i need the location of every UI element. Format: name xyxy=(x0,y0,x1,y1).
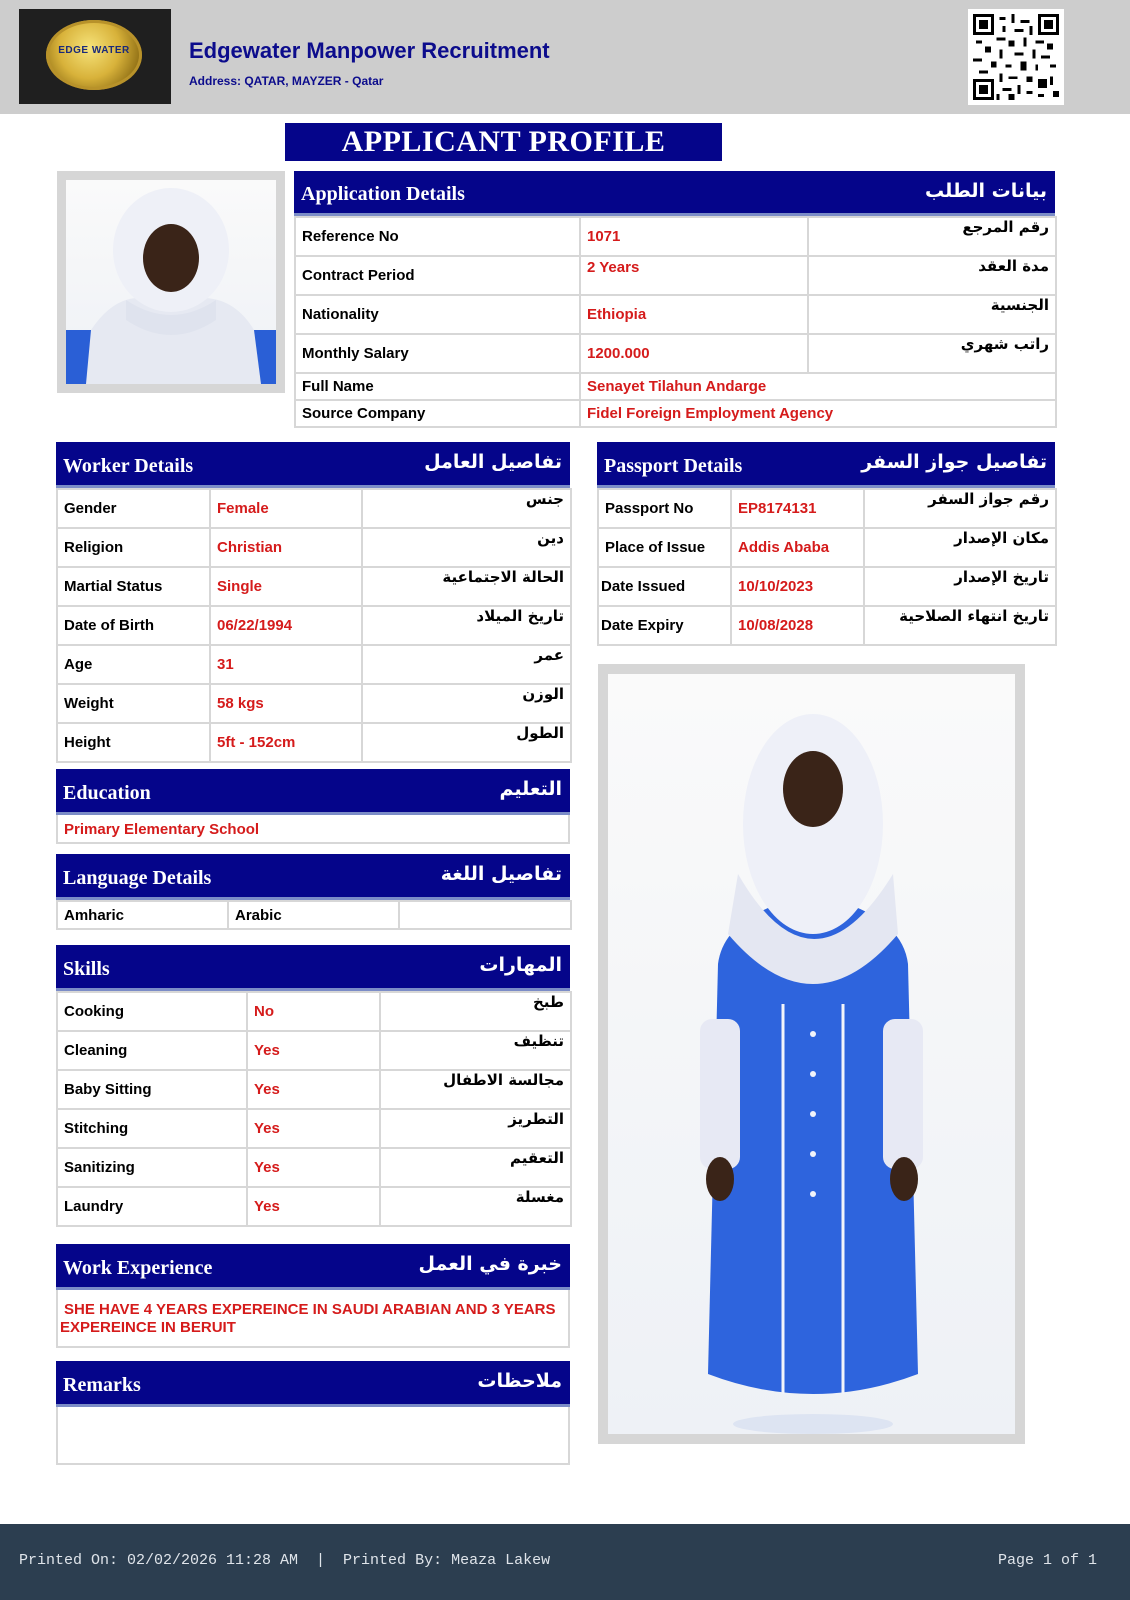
monthly-salary-label-ar: راتب شهري xyxy=(808,334,1056,373)
worker-details-title: Worker Details xyxy=(63,455,194,477)
reference-no-value: 1071 xyxy=(580,217,808,256)
table-row xyxy=(295,217,1056,256)
applicant-full-body-icon xyxy=(608,674,1015,1434)
place-of-issue-label: Place of Issue xyxy=(598,528,731,567)
skill-cooking-label-ar: طبخ xyxy=(380,992,571,1031)
weight-value: 58 kgs xyxy=(210,684,362,723)
remarks-title-ar: ملاحظات xyxy=(477,1370,562,1392)
skill-laundry-label-ar: مغسلة xyxy=(380,1187,571,1226)
table-row xyxy=(295,400,1056,427)
language-table xyxy=(56,900,572,930)
date-issued-label: Date Issued xyxy=(598,567,731,606)
applicant-photo-full xyxy=(598,664,1025,1444)
remarks-text xyxy=(56,1407,570,1465)
martial-status-label-ar: الحالة الاجتماعية xyxy=(362,567,571,606)
language-details-header xyxy=(56,854,570,900)
education-value: Primary Elementary School xyxy=(56,815,570,844)
work-experience-title: Work Experience xyxy=(63,1257,213,1279)
applicant-portrait-icon xyxy=(66,180,276,384)
work-experience-title-ar: خبرة في العمل xyxy=(418,1253,562,1275)
work-experience-header xyxy=(56,1244,570,1290)
date-expiry-label: Date Expiry xyxy=(598,606,731,645)
date-of-birth-label: Date of Birth xyxy=(57,606,210,645)
company-logo xyxy=(19,9,171,104)
passport-details-table xyxy=(597,488,1057,646)
table-row xyxy=(57,1187,571,1226)
table-row xyxy=(57,901,571,929)
reference-no-label-ar: رقم المرجع xyxy=(808,217,1056,256)
martial-status-label: Martial Status xyxy=(57,567,210,606)
language-item: Amharic xyxy=(57,901,228,929)
skill-cooking-label: Cooking xyxy=(57,992,247,1031)
worker-details-table xyxy=(56,488,572,763)
date-issued-value: 10/10/2023 xyxy=(731,567,864,606)
table-row xyxy=(295,295,1056,334)
passport-details-title: Passport Details xyxy=(604,455,743,477)
passport-no-label-ar: رقم جواز السفر xyxy=(864,489,1056,528)
passport-no-label: Passport No xyxy=(598,489,731,528)
date-issued-label-ar: تاريخ الإصدار xyxy=(864,567,1056,606)
table-row xyxy=(295,256,1056,295)
page-number: Page 1 of 1 xyxy=(997,1552,1097,1569)
contract-period-label: Contract Period xyxy=(295,256,580,295)
table-row xyxy=(57,1148,571,1187)
weight-label-ar: الوزن xyxy=(362,684,571,723)
source-company-label: Source Company xyxy=(295,400,580,427)
skill-baby-sitting-label-ar: مجالسة الاطفال xyxy=(380,1070,571,1109)
worker-details-title-ar: تفاصيل العامل xyxy=(424,451,562,473)
passport-details-title-ar: تفاصيل جواز السفر xyxy=(861,451,1047,473)
nationality-label-ar: الجنسية xyxy=(808,295,1056,334)
age-value: 31 xyxy=(210,645,362,684)
table-row xyxy=(57,489,571,528)
language-item xyxy=(399,901,571,929)
table-row xyxy=(598,606,1056,645)
skill-sanitizing-value: Yes xyxy=(247,1148,380,1187)
skill-sanitizing-label: Sanitizing xyxy=(57,1148,247,1187)
full-name-label: Full Name xyxy=(295,373,580,400)
page-title: APPLICANT PROFILE xyxy=(285,123,722,161)
skills-title: Skills xyxy=(63,958,110,980)
skills-header xyxy=(56,945,570,991)
date-of-birth-label-ar: تاريخ الميلاد xyxy=(362,606,571,645)
full-name-value: Senayet Tilahun Andarge xyxy=(580,373,1056,400)
remarks-title: Remarks xyxy=(63,1374,141,1396)
height-label: Height xyxy=(57,723,210,762)
religion-label: Religion xyxy=(57,528,210,567)
date-expiry-value: 10/08/2028 xyxy=(731,606,864,645)
skill-baby-sitting-value: Yes xyxy=(247,1070,380,1109)
gender-label-ar: جنس xyxy=(362,489,571,528)
language-details-title: Language Details xyxy=(63,867,212,889)
table-row xyxy=(57,567,571,606)
skill-stitching-label-ar: التطريز xyxy=(380,1109,571,1148)
table-row xyxy=(57,1109,571,1148)
martial-status-value: Single xyxy=(210,567,362,606)
source-company-value: Fidel Foreign Employment Agency xyxy=(580,400,1056,427)
language-item: Arabic xyxy=(228,901,399,929)
table-row xyxy=(295,334,1056,373)
qr-code-icon xyxy=(968,9,1064,105)
table-row xyxy=(295,373,1056,400)
place-of-issue-label-ar: مكان الإصدار xyxy=(864,528,1056,567)
passport-no-value: EP8174131 xyxy=(731,489,864,528)
work-experience-line: EXPEREINCE IN BERUIT xyxy=(60,1319,236,1336)
remarks-header xyxy=(56,1361,570,1407)
reference-no-label: Reference No xyxy=(295,217,580,256)
contract-period-label-ar: مدة العقد xyxy=(808,256,1056,295)
table-row xyxy=(57,528,571,567)
print-info: Printed On: 02/02/2026 11:28 AM | Printed By: Meaza Lakew xyxy=(19,1552,551,1569)
logo-text: EDGE WATER xyxy=(58,45,130,56)
skill-stitching-value: Yes xyxy=(247,1109,380,1148)
gender-value: Female xyxy=(210,489,362,528)
skill-laundry-label: Laundry xyxy=(57,1187,247,1226)
skill-laundry-value: Yes xyxy=(247,1187,380,1226)
nationality-label: Nationality xyxy=(295,295,580,334)
table-row xyxy=(57,645,571,684)
skill-stitching-label: Stitching xyxy=(57,1109,247,1148)
education-header xyxy=(56,769,570,815)
nationality-value: Ethiopia xyxy=(580,295,808,334)
table-row xyxy=(57,1070,571,1109)
place-of-issue-value: Addis Ababa xyxy=(731,528,864,567)
monthly-salary-value: 1200.000 xyxy=(580,334,808,373)
company-name: Edgewater Manpower Recruitment xyxy=(189,38,550,63)
table-row xyxy=(598,567,1056,606)
application-details-table xyxy=(294,216,1057,428)
table-row xyxy=(57,992,571,1031)
application-details-header xyxy=(294,171,1055,216)
table-row xyxy=(57,606,571,645)
education-title-ar: التعليم xyxy=(499,778,562,800)
education-title: Education xyxy=(63,782,151,804)
language-details-title-ar: تفاصيل اللغة xyxy=(440,863,562,885)
skill-baby-sitting-label: Baby Sitting xyxy=(57,1070,247,1109)
skill-cleaning-label: Cleaning xyxy=(57,1031,247,1070)
worker-details-header xyxy=(56,442,570,488)
company-address: Address: QATAR, MAYZER - Qatar xyxy=(189,74,384,88)
skill-sanitizing-label-ar: التعقيم xyxy=(380,1148,571,1187)
date-of-birth-value: 06/22/1994 xyxy=(210,606,362,645)
application-details-title-ar: بيانات الطلب xyxy=(924,180,1047,202)
skill-cleaning-label-ar: تنظيف xyxy=(380,1031,571,1070)
skills-title-ar: المهارات xyxy=(479,954,562,976)
applicant-photo-small xyxy=(57,171,285,393)
monthly-salary-label: Monthly Salary xyxy=(295,334,580,373)
table-row xyxy=(57,723,571,762)
weight-label: Weight xyxy=(57,684,210,723)
table-row xyxy=(57,684,571,723)
religion-value: Christian xyxy=(210,528,362,567)
height-value: 5ft - 152cm xyxy=(210,723,362,762)
age-label-ar: عمر xyxy=(362,645,571,684)
passport-details-header xyxy=(597,442,1055,488)
table-row xyxy=(598,528,1056,567)
work-experience-line: SHE HAVE 4 YEARS EXPEREINCE IN SAUDI ARABIAN AND 3 YEARS xyxy=(64,1301,556,1318)
work-experience-text xyxy=(56,1290,570,1348)
skills-table xyxy=(56,991,572,1227)
date-expiry-label-ar: تاريخ انتهاء الصلاحية xyxy=(864,606,1056,645)
height-label-ar: الطول xyxy=(362,723,571,762)
gender-label: Gender xyxy=(57,489,210,528)
contract-period-value: 2 Years xyxy=(580,256,808,295)
age-label: Age xyxy=(57,645,210,684)
religion-label-ar: دين xyxy=(362,528,571,567)
application-details-title: Application Details xyxy=(301,183,465,205)
table-row xyxy=(57,1031,571,1070)
skill-cleaning-value: Yes xyxy=(247,1031,380,1070)
skill-cooking-value: No xyxy=(247,992,380,1031)
table-row xyxy=(598,489,1056,528)
